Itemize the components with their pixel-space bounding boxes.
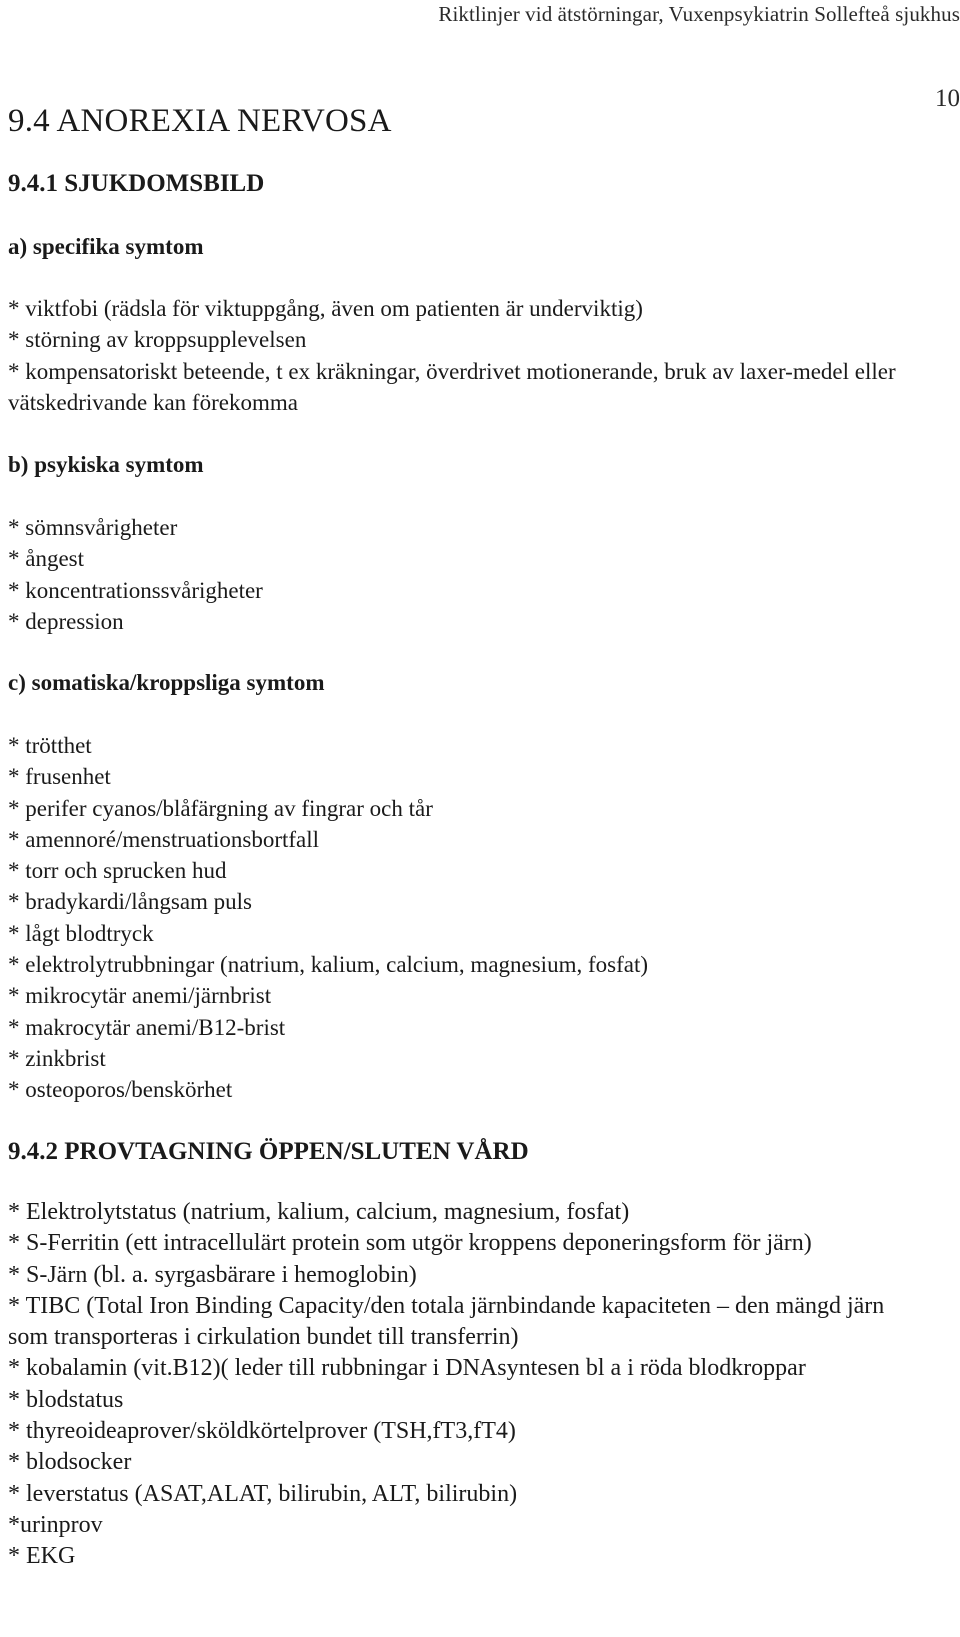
- list-item: * Elektrolytstatus (natrium, kalium, calcium, magnesium, fosfat): [8, 1199, 630, 1225]
- list-item: * ångest: [8, 546, 85, 572]
- list-item: * sömnsvårigheter: [8, 515, 178, 540]
- provtagning-list: [8, 1197, 956, 1573]
- group-a-title: a) specifika symtom: [8, 234, 204, 259]
- list-item: * blodsocker: [8, 1449, 132, 1476]
- list-item: * zinkbrist: [8, 1045, 106, 1071]
- list-item: * mikrocytär anemi/järnbrist: [8, 983, 272, 1009]
- list-item: *urinprov: [8, 1511, 103, 1538]
- list-item: * depression: [8, 608, 124, 634]
- list-item: * lågt blodtryck: [8, 920, 154, 946]
- list-item: * amennoré/menstruationsbortfall: [8, 826, 320, 852]
- group-b-list: [8, 512, 956, 637]
- list-item: * leverstatus (ASAT,ALAT, bilirubin, ALT, bilirubin): [8, 1480, 518, 1507]
- group-b-title: b) psykiska symtom: [8, 452, 204, 477]
- subsection-title-provtagning: 9.4.2 PROVTAGNING ÖPPEN/SLUTEN VÅRD: [8, 1138, 529, 1165]
- section-title: 9.4 ANOREXIA NERVOSA: [8, 103, 392, 139]
- group-c-list: [8, 730, 956, 1106]
- subsection-title-sjukdomsbild: 9.4.1 SJUKDOMSBILD: [8, 170, 265, 197]
- list-item: * makrocytär anemi/B12-brist: [8, 1014, 286, 1040]
- group-a-list: [8, 293, 956, 418]
- list-item: * frusenhet: [8, 764, 111, 790]
- list-item: * blodstatus: [8, 1386, 124, 1413]
- list-item: * störning av kroppsupplevelsen: [8, 327, 307, 353]
- list-item: * S-Ferritin (ett intracellulärt protein som utgör kroppens deponeringsform för järn): [8, 1230, 812, 1257]
- list-item: * elektrolytrubbningar (natrium, kalium, calcium, magnesium, fosfat): [8, 952, 648, 978]
- page-number: 10: [935, 85, 960, 112]
- list-item: * bradykardi/långsam puls: [8, 889, 253, 915]
- group-c-title: c) somatiska/kroppsliga symtom: [8, 670, 325, 695]
- list-item: * S-Järn (bl. a. syrgasbärare i hemoglobin): [8, 1261, 417, 1288]
- list-item: * viktfobi (rädsla för viktuppgång, även om patienten är underviktig): [8, 296, 643, 321]
- list-item: * osteoporos/benskörhet: [8, 1077, 233, 1103]
- list-item: * trötthet: [8, 733, 92, 758]
- list-item: * TIBC (Total Iron Binding Capacity/den totala järnbindande kapaciteten – den mängd järn som transporteras i cirkulation bundet till transferrin): [8, 1292, 885, 1351]
- list-item: * koncentrationssvårigheter: [8, 577, 263, 603]
- list-item: * kobalamin (vit.B12)( leder till rubbningar i DNAsyntesen bl a i röda blodkroppar: [8, 1355, 806, 1382]
- list-item: * thyreoideaprover/sköldkörtelprover (TSH,fT3,fT4): [8, 1418, 516, 1445]
- list-item: * kompensatoriskt beteende, t ex kräkningar, överdrivet motionerande, bruk av laxer-medel eller vätskedrivande kan förekomma: [8, 358, 896, 415]
- list-item: * EKG: [8, 1543, 76, 1570]
- running-header: Riktlinjer vid ätstörningar, Vuxenpsykiatrin Sollefteå sjukhus: [438, 2, 960, 26]
- list-item: * perifer cyanos/blåfärgning av fingrar och tår: [8, 795, 433, 821]
- list-item: * torr och sprucken hud: [8, 858, 227, 884]
